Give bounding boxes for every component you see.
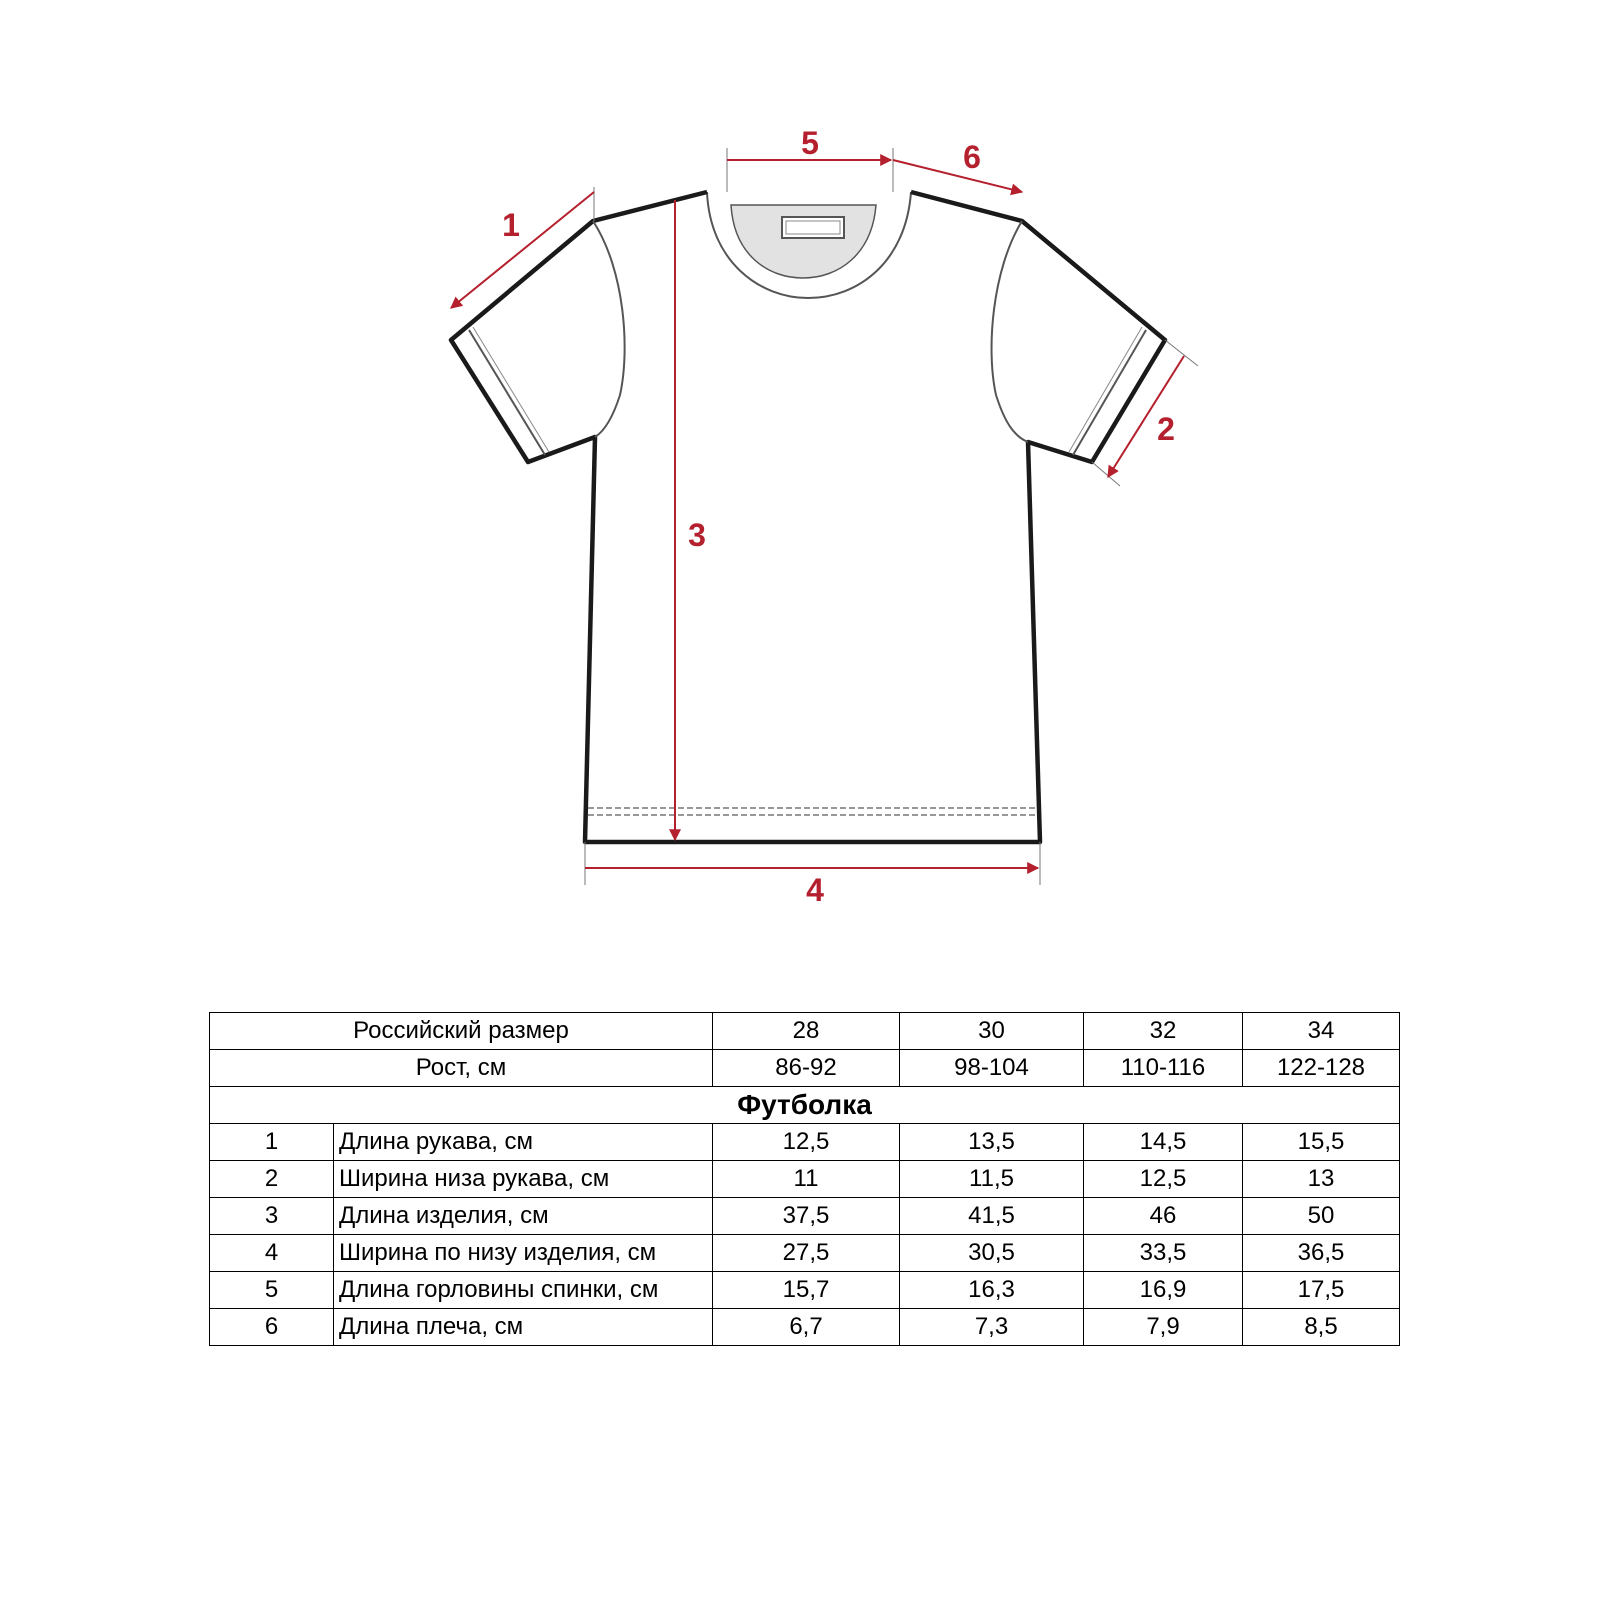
value-cell: 16,9	[1084, 1272, 1243, 1309]
dimension-2-sleeve-bottom-width	[1092, 340, 1198, 486]
dim-label-6: 6	[963, 139, 981, 175]
size-cell: 30	[900, 1013, 1084, 1050]
dimension-1-sleeve-length	[451, 187, 594, 308]
value-cell: 17,5	[1243, 1272, 1400, 1309]
value-cell: 11,5	[900, 1161, 1084, 1198]
row-name: Длина рукава, см	[334, 1124, 713, 1161]
row-number: 5	[210, 1272, 334, 1309]
header-label: Российский размер	[210, 1013, 713, 1050]
value-cell: 14,5	[1084, 1124, 1243, 1161]
row-name: Длина изделия, см	[334, 1198, 713, 1235]
tshirt-outline	[451, 192, 1165, 842]
row-number: 6	[210, 1309, 334, 1346]
height-cell: 110-116	[1084, 1050, 1243, 1087]
value-cell: 13	[1243, 1161, 1400, 1198]
value-cell: 27,5	[713, 1235, 900, 1272]
dim-label-1: 1	[502, 207, 520, 243]
value-cell: 11	[713, 1161, 900, 1198]
value-cell: 30,5	[900, 1235, 1084, 1272]
value-cell: 16,3	[900, 1272, 1084, 1309]
value-cell: 12,5	[1084, 1161, 1243, 1198]
header-row-height	[210, 1050, 1400, 1087]
value-cell: 46	[1084, 1198, 1243, 1235]
dim-label-5: 5	[801, 125, 819, 161]
row-number: 3	[210, 1198, 334, 1235]
neck-label-tag	[782, 217, 844, 238]
row-number: 4	[210, 1235, 334, 1272]
value-cell: 13,5	[900, 1124, 1084, 1161]
dim-label-3: 3	[688, 517, 706, 553]
dimension-6-shoulder-length	[893, 139, 1022, 192]
value-cell: 37,5	[713, 1198, 900, 1235]
dim-label-4: 4	[806, 872, 824, 908]
header-label: Рост, см	[210, 1050, 713, 1087]
value-cell: 7,3	[900, 1309, 1084, 1346]
value-cell: 12,5	[713, 1124, 900, 1161]
size-chart-table	[209, 1012, 1400, 1346]
value-cell: 50	[1243, 1198, 1400, 1235]
size-cell: 34	[1243, 1013, 1400, 1050]
back-neck-area	[731, 205, 876, 278]
section-title: Футболка	[210, 1087, 1400, 1124]
table-row	[210, 1309, 1400, 1346]
value-cell: 36,5	[1243, 1235, 1400, 1272]
left-sleeve-cuff-seam	[469, 330, 545, 455]
row-name: Ширина низа рукава, см	[334, 1161, 713, 1198]
row-number: 1	[210, 1124, 334, 1161]
value-cell: 6,7	[713, 1309, 900, 1346]
size-cell: 28	[713, 1013, 900, 1050]
table-row	[210, 1124, 1400, 1161]
value-cell: 15,7	[713, 1272, 900, 1309]
value-cell: 7,9	[1084, 1309, 1243, 1346]
header-row-size	[210, 1013, 1400, 1050]
dimension-3-garment-length	[675, 200, 706, 840]
height-cell: 86-92	[713, 1050, 900, 1087]
section-row	[210, 1087, 1400, 1124]
row-name: Длина горловины спинки, см	[334, 1272, 713, 1309]
size-cell: 32	[1084, 1013, 1243, 1050]
value-cell: 15,5	[1243, 1124, 1400, 1161]
row-number: 2	[210, 1161, 334, 1198]
table-row	[210, 1235, 1400, 1272]
row-name: Ширина по низу изделия, см	[334, 1235, 713, 1272]
table-row	[210, 1161, 1400, 1198]
row-name: Длина плеча, см	[334, 1309, 713, 1346]
table-row	[210, 1272, 1400, 1309]
left-armhole-seam	[593, 221, 625, 437]
right-armhole-seam	[992, 221, 1028, 442]
value-cell: 8,5	[1243, 1309, 1400, 1346]
height-cell: 122-128	[1243, 1050, 1400, 1087]
value-cell: 41,5	[900, 1198, 1084, 1235]
dim-label-2: 2	[1157, 411, 1175, 447]
height-cell: 98-104	[900, 1050, 1084, 1087]
table-row	[210, 1198, 1400, 1235]
dimension-5-neck-width	[727, 125, 891, 192]
value-cell: 33,5	[1084, 1235, 1243, 1272]
dimension-4-hem-width	[585, 842, 1040, 908]
